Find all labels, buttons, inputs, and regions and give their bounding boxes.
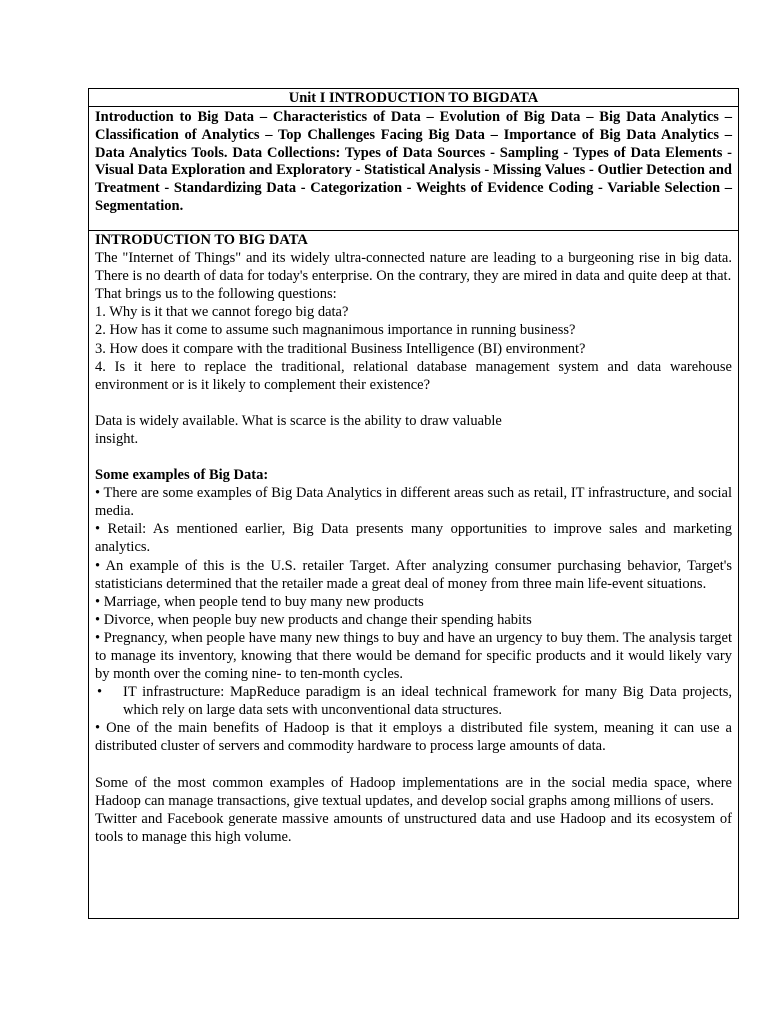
- bullet-item: • Divorce, when people buy new products and change their spending habits: [95, 611, 532, 628]
- bullet-item: • There are some examples of Big Data Analytics in different areas such as retail, IT infrastructure, and social media.: [95, 485, 732, 520]
- it-bullet-text: IT infrastructure: MapReduce paradigm is an ideal technical framework for many Big Data projects, which rely on large data sets with unconventional data structures.: [123, 684, 732, 719]
- question-item: 3. How does it compare with the traditional Business Intelligence (BI) environment?: [95, 340, 586, 357]
- hadoop-paragraph: Some of the most common examples of Hadoop implementations are in the social media space, where Hadoop can manage transactions, give textual updates, and develop social graphs among millions of users.: [95, 774, 732, 809]
- insight-line: insight.: [95, 430, 139, 447]
- bullet-item: • An example of this is the U.S. retailer Target. After analyzing consumer purchasing behavior, Target's statisticians determined that the retailer made a great deal of money from three main life-event situations.: [95, 557, 732, 592]
- spacer: [95, 756, 732, 774]
- hadoop-bullet: • One of the main benefits of Hadoop is that it employs a distributed file system, meaning it can use a distributed cluster of servers and commodity hardware to process large amounts of data.: [95, 720, 732, 755]
- unit-title: Unit I INTRODUCTION TO BIGDATA: [89, 89, 738, 107]
- question-item: 2. How has it come to assume such magnanimous importance in running business?: [95, 322, 576, 339]
- insight-line: Data is widely available. What is scarce is the ability to draw valuable: [95, 412, 502, 429]
- topics-list: Introduction to Big Data – Characteristics of Data – Evolution of Big Data – Big Data Analytics – Classification of Analytics – Top Challenges Facing Big Data – Importance of Big Data Analytics – Data Analytics Tools. Data Collections: Types of Data Sources - Sampling - Types of Data Elements - Visual Data Exploration and Exploratory - Statistical Analysis - Missing Values - Outlier Detection and Treatment - Standardizing Data - Categorization - Weights of Evidence Coding - Variable Selection – Segmentation.: [89, 107, 738, 231]
- it-bullet-item: [95, 683, 732, 719]
- bullet-item: • Retail: As mentioned earlier, Big Data presents many opportunities to improve sales and marketing analytics.: [95, 521, 732, 556]
- spacer: [95, 394, 732, 412]
- spacer: [95, 448, 732, 466]
- body-section: [89, 231, 738, 846]
- section-heading: INTRODUCTION TO BIG DATA: [95, 232, 308, 248]
- question-item: 1. Why is it that we cannot forego big data?: [95, 304, 349, 321]
- bullet-item: • Pregnancy, when people have many new things to buy and have an urgency to buy them. The analysis target to manage its inventory, knowing that there would be demand for specific products and it would likely vary by month over the coming nine- to ten-month cycles.: [95, 629, 732, 683]
- bullet-mark: •: [97, 684, 103, 701]
- content-table: [88, 88, 739, 919]
- examples-heading: Some examples of Big Data:: [95, 467, 269, 484]
- bullet-item: • Marriage, when people tend to buy many new products: [95, 593, 424, 610]
- questions-lead: That brings us to the following questions:: [95, 286, 337, 303]
- twitter-paragraph: Twitter and Facebook generate massive amounts of unstructured data and use Hadoop and its ecosystem of tools to manage this high volume.: [95, 810, 732, 845]
- question-item: 4. Is it here to replace the traditional, relational database management system and data warehouse environment or is it likely to complement their existence?: [95, 358, 732, 393]
- intro-paragraph: The "Internet of Things" and its widely ultra-connected nature are leading to a burgeoning rise in big data. There is no dearth of data for today's enterprise. On the contrary, they are mired in data and quite deep at that.: [95, 250, 732, 285]
